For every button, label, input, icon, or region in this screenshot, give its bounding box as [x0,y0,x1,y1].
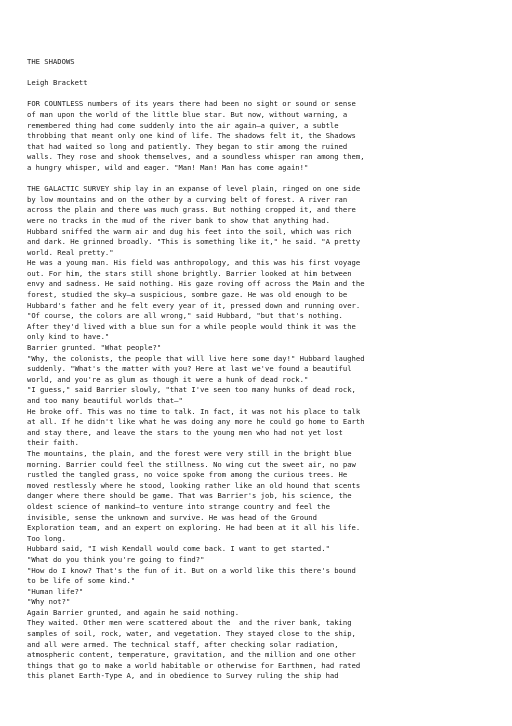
text-line: this planet Earth-Type A, and in obedience to Survey ruling the ship had [27,671,339,681]
text-line: and all were armed. The technical staff, after checking solar radiation, [27,639,339,649]
text-line: "Why, the colonists, the people that will live here some day!" Hubbard laughed [27,353,365,363]
text-line: suddenly. "What's the matter with you? Here at last we've found a beautiful [27,364,352,374]
text-line: by low mountains and on the other by a curving belt of forest. A river ran [27,194,348,204]
text-line: "What do you think you're going to find?" [27,554,205,564]
text-line: FOR COUNTLESS numbers of its years there had been no sight or sound or sense [27,99,356,109]
text-line: oldest science of mankind—to venture into strange country and feel the [27,501,330,511]
text-line: He was a young man. His field was anthropology, and this was his first voyage [27,258,361,268]
text-line: at all. If he didn't like what he was doing any more he could go home to Earth [27,417,365,427]
text-line: rustled the tangled grass, no voice spoke from among the curious trees. He [27,470,348,480]
text-line: and dark. He grinned broadly. "This is something like it," he said. "A pretty [27,237,361,247]
text-line: were no tracks in the mud of the river bank to show that anything had. [27,215,330,225]
text-line: envy and sadness. He said nothing. His gaze roving off across the Main and the [27,279,365,289]
text-line: "I guess," said Barrier slowly, "that I've seen too many hunks of dead rock, [27,385,356,395]
text-line: Too long. [27,533,66,543]
text-line: Hubbard said, "I wish Kendall would come back. I want to get started." [27,544,330,554]
story-body [27,99,494,682]
text-line: walls. They rose and shook themselves, and a soundless whisper ran among them, [27,152,365,162]
text-line: moved restlessly where he stood, looking rather like an old hound that scents [27,480,361,490]
text-line: that had waited so long and patiently. They began to stir among the ruined [27,141,348,151]
story-title: THE SHADOWS [27,57,75,66]
text-line: out. For him, the stars still shone brightly. Barrier looked at him between [27,268,352,278]
text-line: He broke off. This was no time to talk. In fact, it was not his place to talk [27,406,361,416]
text-line: throbbing that meant only one kind of life. The shadows felt it, the Shadows [27,131,356,141]
text-line: morning. Barrier could feel the stillness. No wing cut the sweet air, no paw [27,459,356,469]
text-line: across the plain and there was much grass. But nothing cropped it, and there [27,205,356,215]
text-line: atmospheric content, temperature, gravitation, and the million and one other [27,650,356,660]
text-line: "How do I know? That's the fun of it. But on a world like this there's bound [27,565,356,575]
paragraph [27,99,494,173]
text-line: "Human life?" [27,586,84,596]
text-line: Again Barrier grunted, and again he said nothing. [27,607,240,617]
text-line: remembered thing had come suddenly into the air again—a quiver, a subtle [27,120,339,130]
text-line: and stay there, and leave the stars to the young men who had not yet lost [27,427,343,437]
text-line: a hungry whisper, wild and eager. "Man! Man! Man has come again!" [27,162,309,172]
text-line: only kind to have." [27,332,110,342]
text-line: They waited. Other men were scattered about the and the river bank, taking [27,618,352,628]
text-line: their faith. [27,438,79,448]
text-line: THE GALACTIC SURVEY ship lay in an expanse of level plain, ringed on one side [27,184,361,194]
text-line: to be life of some kind." [27,576,136,586]
text-line: Exploration team, and an expert on exploring. He had been at it all his life. [27,523,361,533]
text-line: Barrier grunted. "What people?" [27,343,162,353]
text-line: and too many beautiful worlds that—" [27,396,183,405]
text-line: things that go to make a world habitable or otherwise for Earthmen, had rated [27,660,361,670]
text-line: forest, studied the sky—a suspicious, sombre gaze. He was old enough to be [27,290,348,300]
text-line: invisible, sense the unknown and survive. He was head of the Ground [27,512,317,522]
text-line: "Of course, the colors are all wrong," said Hubbard, "but that's nothing. [27,311,343,321]
text-line: "Why not?" [27,597,71,607]
text-line: world. Real pretty." [27,247,114,257]
text-line: After they'd lived with a blue sun for a while people would think it was the [27,321,356,331]
text-line: samples of soil, rock, water, and vegetation. They stayed close to the ship, [27,629,356,639]
text-line: danger where there should be game. That was Barrier's job, his science, the [27,491,352,501]
text-line: Hubbard sniffed the warm air and dug his feet into the soil, which was rich [27,226,352,236]
text-line: world, and you're as glum as though it were a hunk of dead rock." [27,374,309,384]
text-line: Hubbard's father and he felt every year of it, pressed down and running over. [27,300,361,310]
paragraph [27,184,494,682]
text-line: of man upon the world of the little blue star. But now, without warning, a [27,109,348,119]
story-author: Leigh Brackett [27,78,88,88]
text-line: The mountains, the plain, and the forest were very still in the bright blue [27,448,352,458]
